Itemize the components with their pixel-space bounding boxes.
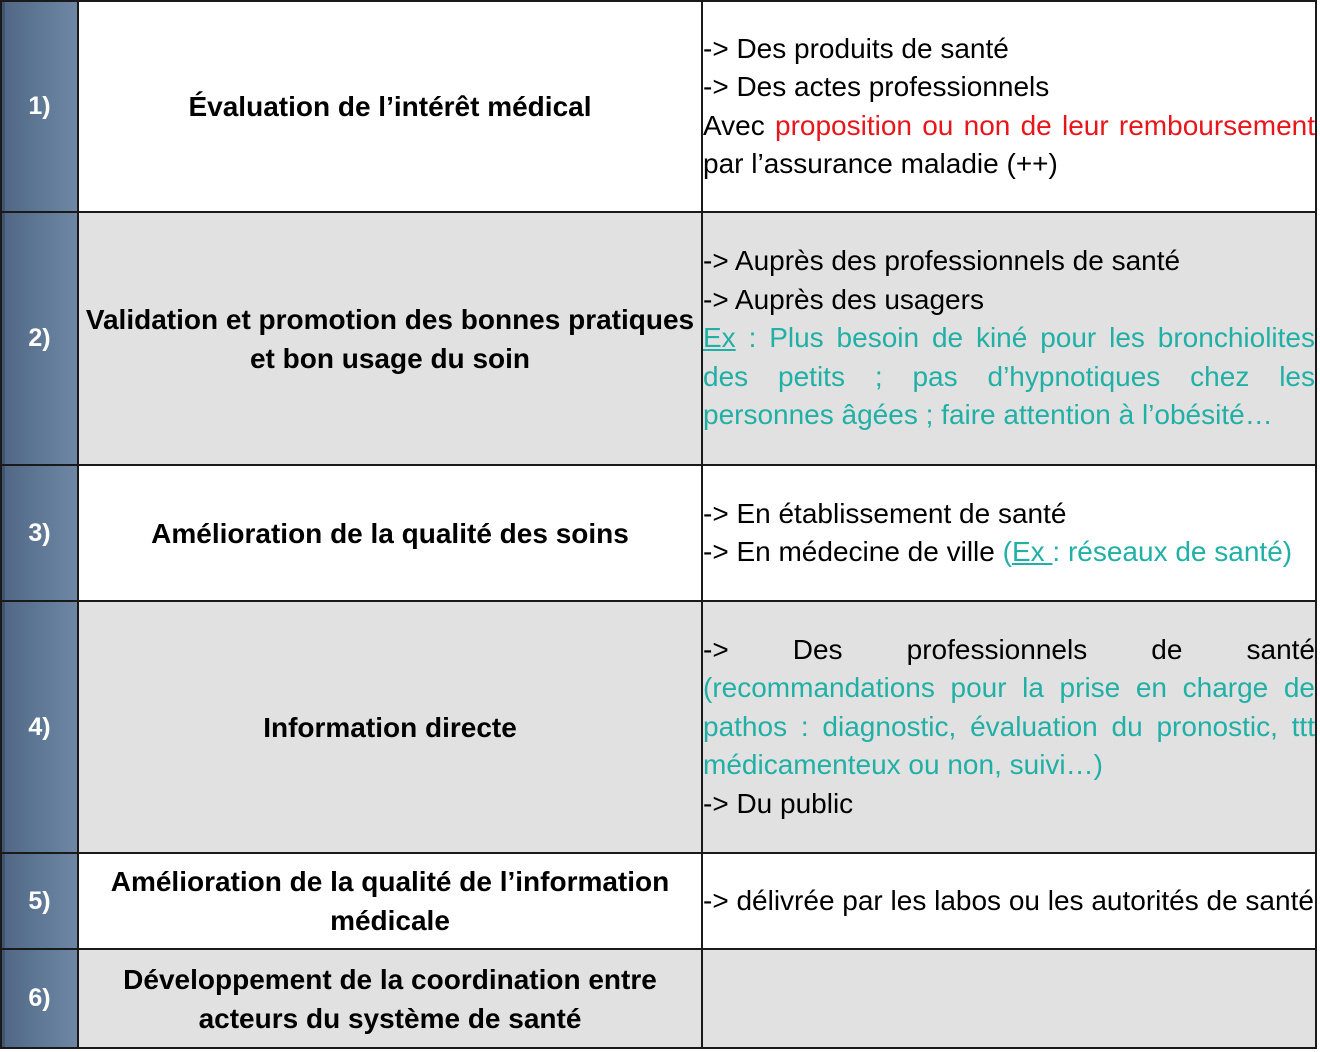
row-title: Information directe <box>78 601 702 853</box>
example-open: ( <box>1002 536 1012 567</box>
note-suffix: par l’assurance maladie (++) <box>703 148 1058 179</box>
row-number: 5) <box>1 853 78 949</box>
row-description <box>702 1 1316 212</box>
row-description <box>702 601 1316 853</box>
list-item: -> Des actes professionnels <box>703 71 1050 102</box>
row-description <box>702 949 1316 1048</box>
row-title: Amélioration de la qualité de l’information médicale <box>78 853 702 949</box>
row-title: Amélioration de la qualité des soins <box>78 465 702 601</box>
row-title: Évaluation de l’intérêt médical <box>78 1 702 212</box>
row-title: Développement de la coordination entre acteurs du système de santé <box>78 949 702 1048</box>
note-prefix: Avec <box>703 109 765 141</box>
list-item: -> Des professionnels de santé <box>703 633 1315 665</box>
table-row <box>1 853 1316 949</box>
row-number: 2) <box>1 212 78 465</box>
list-item-with-example <box>703 533 1315 572</box>
list-item: -> Du public <box>703 787 854 819</box>
example-note <box>703 319 1315 435</box>
row-description <box>702 465 1316 601</box>
recommendations-note: (recommandations pour la prise en charge de pathos : diagnostic, évaluation du pronostic, ttt médicamenteux ou non, suivi…) <box>703 672 1315 781</box>
row-description <box>702 853 1316 949</box>
list-item: -> Auprès des usagers <box>703 283 984 315</box>
reimbursement-note <box>703 107 1315 184</box>
list-item: -> Auprès des professionnels de santé <box>703 245 1181 277</box>
row-number: 1) <box>1 1 78 212</box>
list-item: -> Des produits de santé <box>703 32 1009 64</box>
list-item: -> délivrée par les labos ou les autorités de santé <box>703 884 1314 916</box>
example-label: Ex <box>1011 536 1053 567</box>
list-item: -> En établissement de santé <box>703 497 1067 529</box>
list-item: -> En médecine de ville <box>703 536 995 567</box>
example-label: Ex <box>703 322 736 354</box>
example-text: : Plus besoin de kiné pour les bronchiolites des petits ; pas d’hypnotiques chez les personnes âgées ; faire attention à l’obésité… <box>703 322 1315 431</box>
table-row <box>1 949 1316 1048</box>
table-row <box>1 1 1316 212</box>
row-number: 3) <box>1 465 78 601</box>
highlight-red: proposition ou non de leur remboursement <box>775 109 1315 141</box>
row-title: Validation et promotion des bonnes pratiques et bon usage du soin <box>78 212 702 465</box>
table-row <box>1 212 1316 465</box>
example-text: : réseaux de santé) <box>1052 536 1293 567</box>
table-row <box>1 465 1316 601</box>
row-description <box>702 212 1316 465</box>
table-row <box>1 601 1316 853</box>
row-number: 4) <box>1 601 78 853</box>
row-number: 6) <box>1 949 78 1048</box>
